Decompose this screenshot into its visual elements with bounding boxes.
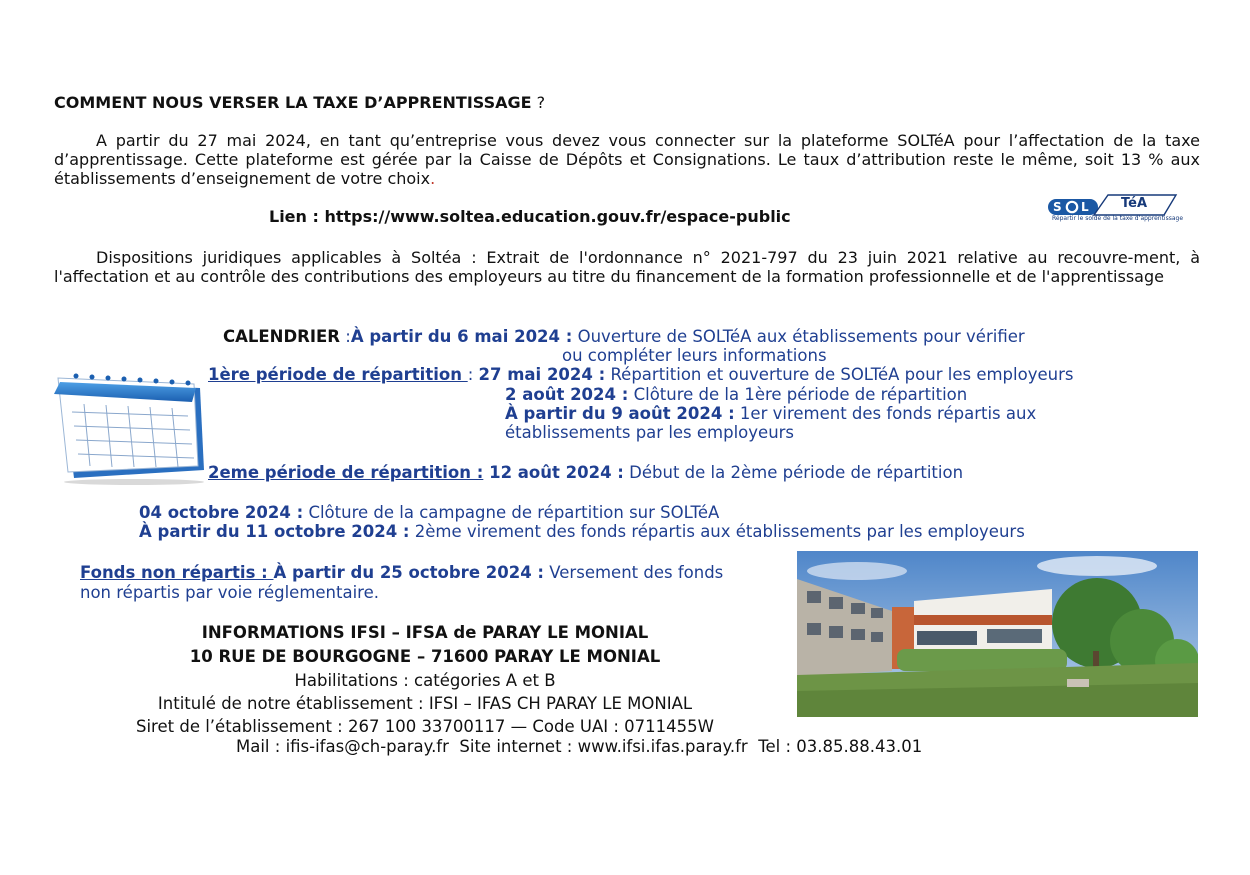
calendar-line-3 [505,385,967,405]
intro-text: A partir du 27 mai 2024, en tant qu’entreprise vous devez vous connecter sur la plateforme SOLTéA pour l’affectation de la taxe d’apprentissage. Cette plateforme est gérée par la Caisse de Dépôts et Consignations. Le taux d’attribution reste le même, soit 13 % aux établissements d’enseignement de votre choix [54,131,1200,188]
event-text: Répartition et ouverture de SOLTéA pour les employeurs [605,365,1074,384]
event-date: À partir du 9 août 2024 : [505,404,735,423]
event-text-cont: non répartis par voie réglementaire. [80,583,379,602]
event-text: 1er virement des fonds répartis aux [734,404,1037,423]
building-photo [797,551,1198,717]
event-text-cont: ou compléter leurs informations [562,346,827,365]
info-siret: Siret de l’établissement : 267 100 33700117 — Code UAI : 0711455W [136,717,714,736]
legal-paragraph: Dispositions juridiques applicables à Soltéa : Extrait de l'ordonnance n° 2021-797 du 23 juin 2021 relative au recouvre-ment, à l'affectation et au contrôle des contributions des employeurs au titre du financement de la formation professionnelle et de l'apprentissage [54,248,1200,286]
event-date: À partir du 25 octobre 2024 : [273,563,545,582]
info-contact: Mail : ifis-ifas@ch-paray.fr Site internet : www.ifsi.ifas.paray.fr Tel : 03.85.88.43.01 [236,737,923,756]
calendar-label: CALENDRIER [223,327,340,346]
event-text: Ouverture de SOLTéA aux établissements pour vérifier [572,327,1025,346]
event-text: 2ème virement des fonds répartis aux établissements par les employeurs [409,522,1025,541]
calendar-line-5 [208,463,963,483]
intro-paragraph [54,131,1200,188]
event-text: Clôture de la 1ère période de répartition [628,385,968,404]
event-date: 12 août 2024 : [483,463,624,482]
event-date: 2 août 2024 : [505,385,629,404]
event-text-cont: établissements par les employeurs [505,423,795,442]
calendar-line-4 [505,404,1036,424]
calendar-line-2 [208,365,1073,385]
event-date: À partir du 6 mai 2024 : [350,327,573,346]
funds-label: Fonds non répartis : [80,563,274,582]
link-label: Lien : [269,207,325,226]
event-text: Versement des fonds [544,563,724,582]
calendar-line-1 [223,327,1025,347]
period-2-label: 2eme période de répartition : [208,463,484,482]
page-title [54,93,545,112]
info-intitule: Intitulé de notre établissement : IFSI – IFAS CH PARAY LE MONIAL [157,694,693,713]
info-title: INFORMATIONS IFSI – IFSA de PARAY LE MONIAL [201,623,649,642]
event-date: 27 mai 2024 : [478,365,606,384]
logo-left: S [1053,200,1062,214]
funds-line [80,563,723,583]
event-date: 04 octobre 2024 : [139,503,304,522]
calendar-line-7 [139,522,1025,542]
event-date: À partir du 11 octobre 2024 : [139,522,410,541]
page-title-suffix: ? [531,93,546,112]
period-1-label: 1ère période de répartition [208,365,468,384]
intro-dot: . [430,169,436,188]
calendar-sep: : [340,327,351,346]
event-text: Début de la 2ème période de répartition [623,463,964,482]
calendar-line-6 [139,503,719,523]
calendar-icon [54,368,206,486]
link-line [269,207,791,226]
soltea-logo [1048,193,1184,223]
logo-tagline: Répartir le solde de la taxe d’apprentissage [1052,215,1184,222]
period-1-colon: : [467,365,479,384]
page-title-text: COMMENT NOUS VERSER LA TAXE D’APPRENTISSAGE [54,93,532,112]
info-habilitations: Habilitations : catégories A et B [294,671,556,690]
info-address: 10 RUE DE BOURGOGNE – 71600 PARAY LE MONIAL [189,647,661,666]
soltea-link[interactable]: https://www.soltea.education.gouv.fr/espace-public [324,207,791,226]
info-block [80,621,770,738]
logo-right: TéA [1121,196,1148,211]
event-text: Clôture de la campagne de répartition sur SOLTéA [303,503,720,522]
logo-mid: L [1081,200,1089,214]
